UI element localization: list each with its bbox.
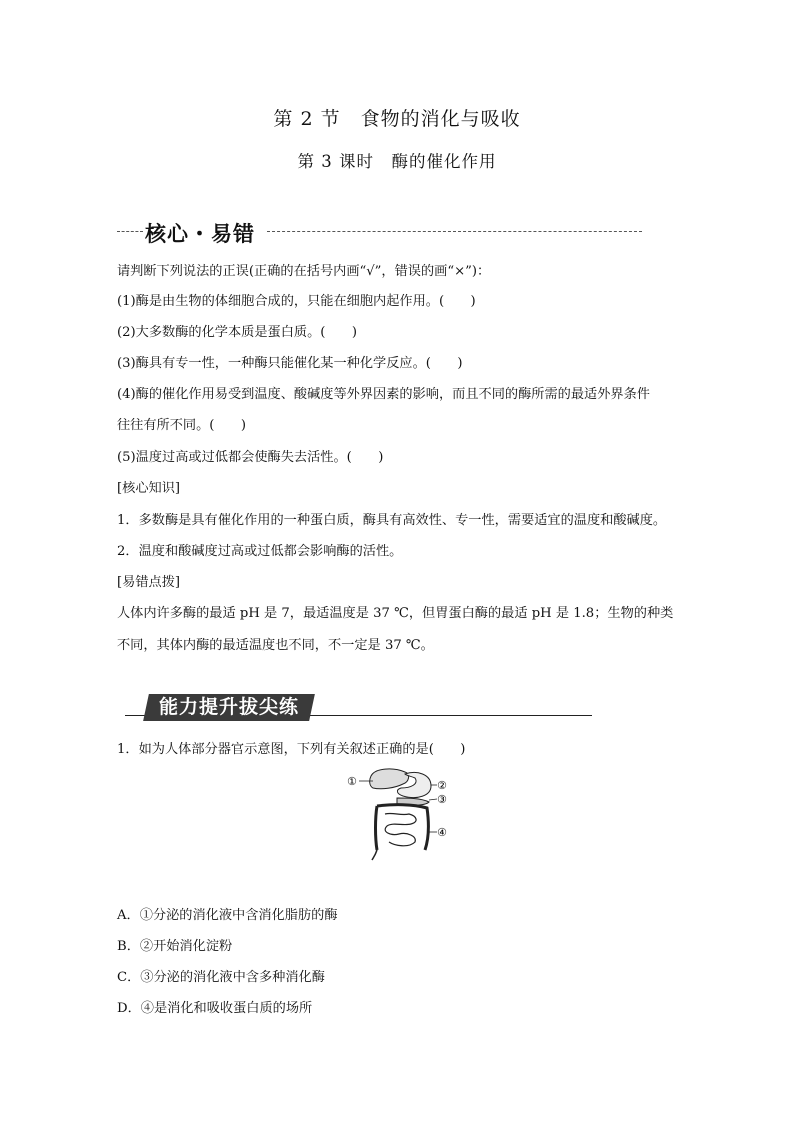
practice-section-tag	[143, 694, 315, 721]
core-section-header	[117, 218, 642, 248]
practice-section-header	[125, 690, 592, 724]
statement-3: (3)酶具有专一性，一种酶只能催化某一种化学反应。( )	[117, 356, 463, 371]
statement-4: (4)酶的催化作用易受到温度、酸碱度等外界因素的影响，而且不同的酶所需的最适外界条件	[117, 387, 650, 402]
tips-line-2: 不同，其体内酶的最适温度也不同，不一定是 37 ℃。	[117, 638, 434, 653]
statement-2: (2)大多数酶的化学本质是蛋白质。( )	[117, 325, 357, 340]
option-a: A．①分泌的消化液中含消化脂肪的酶	[117, 908, 338, 923]
liver-shape	[370, 769, 409, 789]
statement-4-cont: 往往有所不同。( )	[117, 418, 246, 433]
knowledge-label: [核心知识]	[117, 481, 181, 496]
header-lead-dash	[117, 231, 143, 232]
digestive-system-figure	[345, 762, 450, 862]
figure-label-3: ③	[437, 793, 447, 806]
question-1: 1．如为人体部分器官示意图，下列有关叙述正确的是( )	[117, 742, 466, 757]
core-section-label: 核心・易错	[145, 222, 255, 246]
figure-label-4: ④	[437, 826, 447, 839]
large-intestine-shape	[376, 805, 429, 850]
appendix-shape	[372, 850, 377, 860]
option-c: C．③分泌的消化液中含多种消化酶	[117, 970, 325, 985]
tips-line-1: 人体内许多酶的最适 pH 是 7，最适温度是 37 ℃，但胃蛋白酶的最适 pH 是 1.8；生物的种类	[117, 606, 674, 621]
statement-1: (1)酶是由生物的体细胞合成的，只能在细胞内起作用。( )	[117, 294, 476, 309]
figure-label-1: ①	[347, 775, 357, 788]
practice-section-label: 能力提升拔尖练	[159, 696, 300, 718]
instruction-text: 请判断下列说法的正误(正确的在括号内画“√”，错误的画“×”)：	[117, 264, 491, 279]
tips-label: [易错点拨]	[117, 575, 181, 590]
section-title: 第 2 节 食物的消化与吸收	[273, 108, 521, 130]
option-d: D．④是消化和吸收蛋白质的场所	[117, 1001, 313, 1016]
small-intestine-shape	[385, 813, 416, 845]
knowledge-1: 1．多数酶是具有催化作用的一种蛋白质，酶具有高效性、专一性，需要适宜的温度和酸碱度。	[117, 513, 667, 528]
statement-5: (5)温度过高或过低都会使酶失去活性。( )	[117, 450, 384, 465]
lesson-title: 第 3 课时 酶的催化作用	[297, 152, 497, 171]
header-tail-dash	[267, 231, 642, 232]
option-b: B．②开始消化淀粉	[117, 939, 233, 954]
knowledge-2: 2．温度和酸碱度过高或过低都会影响酶的活性。	[117, 544, 403, 559]
figure-label-2: ②	[437, 779, 447, 792]
